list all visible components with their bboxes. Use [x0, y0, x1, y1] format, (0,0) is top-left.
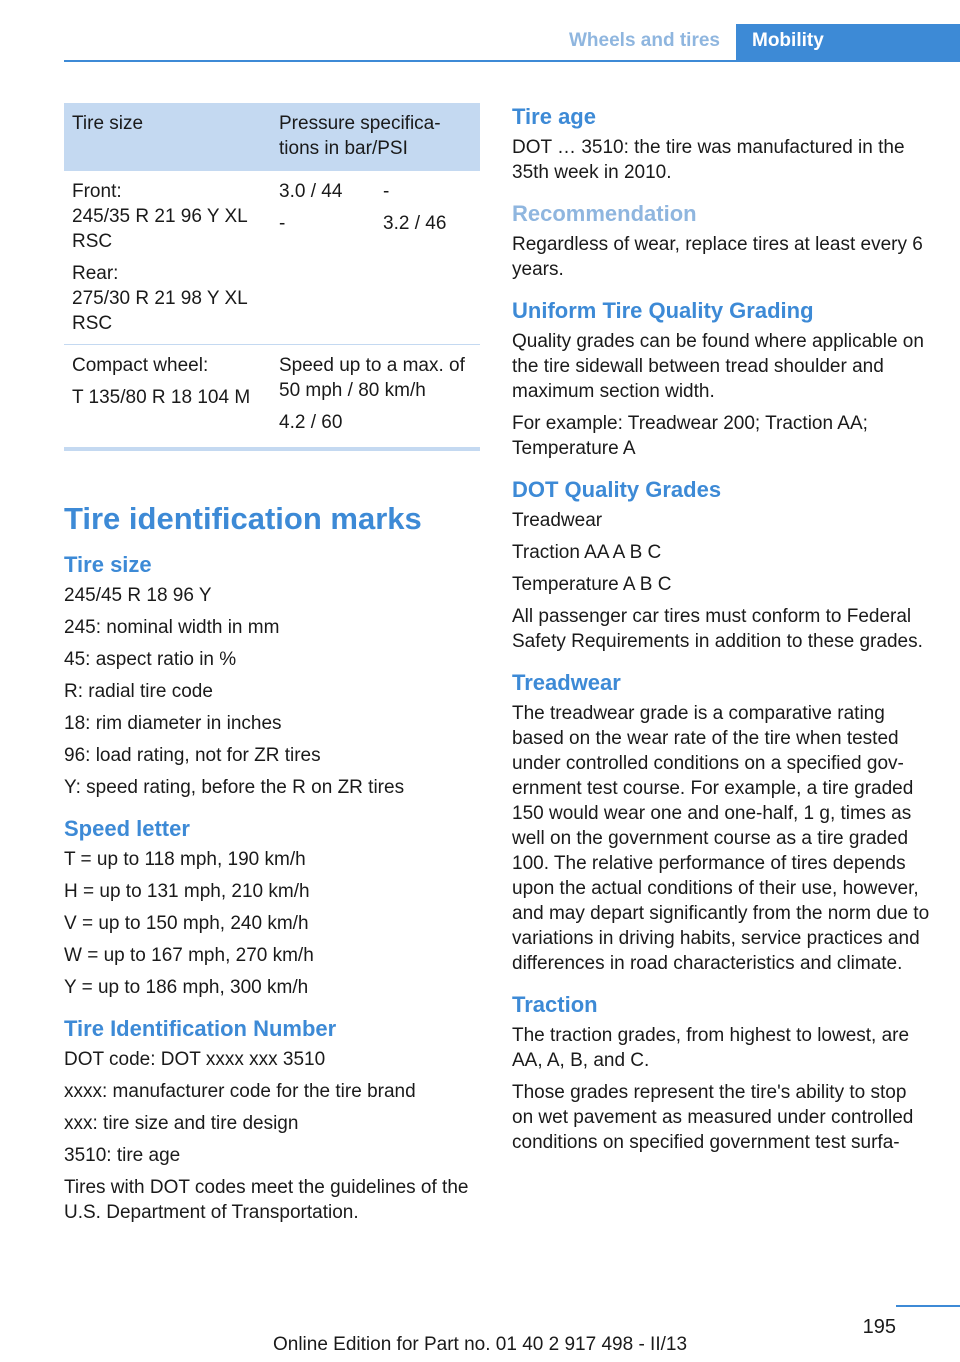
col-header-size: Tire size	[64, 103, 271, 171]
text-line: xxx: tire size and tire design	[64, 1113, 299, 1134]
tire-size-section	[64, 551, 480, 800]
speed-letter-section	[64, 815, 480, 1000]
tin-section	[64, 1015, 480, 1225]
text-line: Tires with DOT codes meet the guidelines of the U.S. Department of Transportation.	[64, 1177, 469, 1223]
text-line: H = up to 131 mph, 210 km/h	[64, 881, 310, 902]
front-pressure-b: -	[383, 181, 390, 202]
dot-grades-section	[512, 476, 932, 654]
text-line: 3510: tire age	[64, 1145, 181, 1166]
rear-pressure-b: 3.2 / 46	[383, 213, 447, 234]
subheading: Tire Identification Number	[64, 1016, 337, 1041]
text-line: Temperature A B C	[512, 574, 672, 595]
traction-section	[512, 991, 932, 1155]
rear-size: Rear: 275/30 R 21 98 Y XL RSC	[72, 263, 248, 334]
text-line: Quality grades can be found where applicable on the tire sidewall between tread shoulder and maximum section width.	[512, 331, 924, 402]
text-line: Y: speed rating, before the R on ZR tires	[64, 777, 405, 798]
footer-rule	[896, 1305, 960, 1307]
text-line: DOT code: DOT xxxx xxx 3510	[64, 1049, 326, 1070]
pressure-cell	[271, 345, 480, 450]
text-line: Treadwear	[512, 510, 603, 531]
subheading: DOT Quality Grades	[512, 477, 722, 502]
treadwear-section	[512, 669, 932, 976]
text-line: 245/45 R 18 96 Y	[64, 585, 212, 606]
recommendation-section	[512, 200, 932, 282]
text-line: 96: load rating, not for ZR tires	[64, 745, 321, 766]
subheading: Uniform Tire Quality Grading	[512, 298, 814, 323]
subheading: Speed letter	[64, 816, 190, 841]
front-pressure-a: 3.0 / 44	[279, 181, 343, 202]
compact-size: T 135/80 R 18 104 M	[72, 387, 251, 408]
pressure-cell	[271, 171, 480, 345]
utqg-section	[512, 297, 932, 461]
text-line: The treadwear grade is a comparative rating based on the wear rate of the tire when tested under controlled conditions on a specified government test course. For example, a tire graded 150 would wear one and one-half, 1 g, times as well on the government course as a tire graded 100. The relative performance of tires depends upon the actual conditions of their use, however, and may depart significantly from the norm due to variations in driving habits, service practices and differences in road characteristics and climate.	[512, 703, 930, 974]
section-title: Wheels and tires	[569, 30, 720, 51]
compact-note: Speed up to a max. of 50 mph / 80 km/h	[279, 355, 465, 401]
text-line: W = up to 167 mph, 270 km/h	[64, 945, 314, 966]
table-row	[64, 171, 480, 345]
subheading: Traction	[512, 992, 598, 1017]
text-line: Traction AA A B C	[512, 542, 662, 563]
left-column	[64, 103, 480, 1240]
text-line: All passenger car tires must conform to Federal Safety Requirements in addition to these grades.	[512, 606, 923, 652]
text-line: Those grades represent the tire's ability to stop on wet pavement as measured under controlled conditions on specified government test surfa-	[512, 1082, 914, 1153]
tire-age-section	[512, 103, 932, 185]
subheading: Treadwear	[512, 670, 621, 695]
right-column	[512, 103, 932, 1170]
text-line: For example: Treadwear 200; Traction AA; Temperature A	[512, 413, 868, 459]
subheading: Tire age	[512, 104, 596, 129]
page-header	[0, 24, 960, 62]
edition-footer: Online Edition for Part no. 01 40 2 917 498 - II/13	[272, 1334, 688, 1355]
text-line: Regardless of wear, replace tires at least every 6 years.	[512, 234, 923, 280]
text-line: V = up to 150 mph, 240 km/h	[64, 913, 309, 934]
subheading: Recommendation	[512, 201, 697, 226]
compact-pressure: 4.2 / 60	[279, 412, 343, 433]
text-line: DOT … 3510: the tire was manufactured in the 35th week in 2010.	[512, 137, 905, 183]
col-header-pressure: Pressure specifica- tions in bar/PSI	[271, 103, 480, 171]
header-rule	[64, 60, 960, 62]
text-line: T = up to 118 mph, 190 km/h	[64, 849, 306, 870]
front-size: Front: 245/35 R 21 96 Y XL RSC	[72, 181, 248, 252]
text-line: 18: rim diameter in inches	[64, 713, 282, 734]
tire-pressure-table	[64, 103, 480, 451]
text-line: 245: nominal width in mm	[64, 617, 280, 638]
text-line: Y = up to 186 mph, 300 km/h	[64, 977, 309, 998]
page-number: 195	[862, 1316, 896, 1338]
rear-pressure-a: -	[279, 213, 286, 234]
text-line: xxxx: manufacturer code for the tire brand	[64, 1081, 416, 1102]
text-line: R: radial tire code	[64, 681, 213, 702]
subheading: Tire size	[64, 552, 152, 577]
chapter-tab: Mobility	[736, 24, 960, 62]
size-cell	[64, 171, 271, 345]
table-row	[64, 345, 480, 450]
size-cell	[64, 345, 271, 450]
text-line: The traction grades, from highest to lowest, are AA, A, B, and C.	[512, 1025, 910, 1071]
text-line: 45: aspect ratio in %	[64, 649, 237, 670]
section-heading: Tire identification marks	[64, 501, 422, 536]
compact-label: Compact wheel:	[72, 355, 209, 376]
